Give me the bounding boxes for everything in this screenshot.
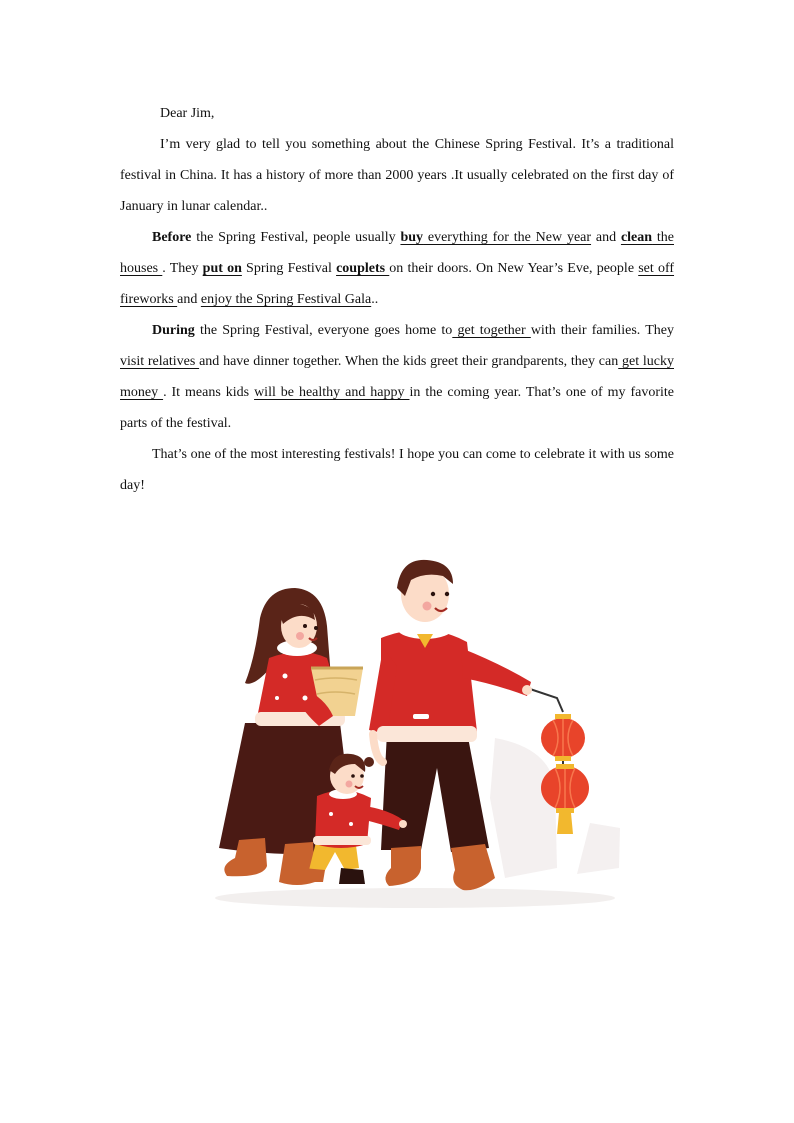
text-span: in the coming year. That’s one of my favorite parts of the festival. [120,385,674,431]
keyword-buy: buy [400,230,424,245]
phrase-everything: everything for the New year [423,230,592,245]
text-span: . They [162,261,203,276]
text-span: the Spring Festival, people usually [191,230,401,245]
keyword-put-on: put on [202,261,242,276]
text-span: on their doors. On New Year’s Eve, people [389,261,639,276]
paragraph-during [120,315,674,439]
phrase-set-off-fireworks: set off fireworks [120,261,675,307]
phrase-get-lucky-money: get lucky money [120,354,674,400]
wall-shadow [490,738,557,878]
text-span: with their families. They [530,323,675,338]
paragraph-intro: I’m very glad to tell you something about the Chinese Spring Festival. It’s a traditional festival in China. It has a history of more than 2000 years .It usually celebrated on the first day of January in lunar calendar.. [120,137,674,214]
keyword-couplets: couplets [336,261,390,276]
keyword-during: During [152,323,195,338]
text-span: and [177,292,201,307]
letter-body [120,98,674,501]
keyword-before: Before [152,230,192,245]
wall-shadow-2 [577,823,620,874]
text-span: and have dinner together. When the kids greet their grandparents, they can [199,354,619,369]
phrase-get-together: get together [452,323,531,338]
ground-shadow [215,888,615,908]
paragraph-closing: That’s one of the most interesting festivals! I hope you can come to celebrate it with us some day! [120,447,674,493]
family-illustration [205,548,625,923]
phrase-enjoy-gala: enjoy the Spring Festival Gala [200,292,372,307]
letter-greeting: Dear Jim, [160,106,215,121]
text-span: the Spring Festival, everyone goes home to [194,323,453,338]
text-span: Spring Festival [241,261,337,276]
text-span: and [591,230,621,245]
text-span: . It means kids [163,385,255,400]
paragraph-before [120,222,674,315]
text-span: .. [371,292,379,307]
phrase-healthy-happy: will be healthy and happy [254,385,410,400]
phrase-visit-relatives: visit relatives [120,354,200,369]
phrase-the-houses: the houses [120,230,674,276]
keyword-clean: clean [620,230,653,245]
